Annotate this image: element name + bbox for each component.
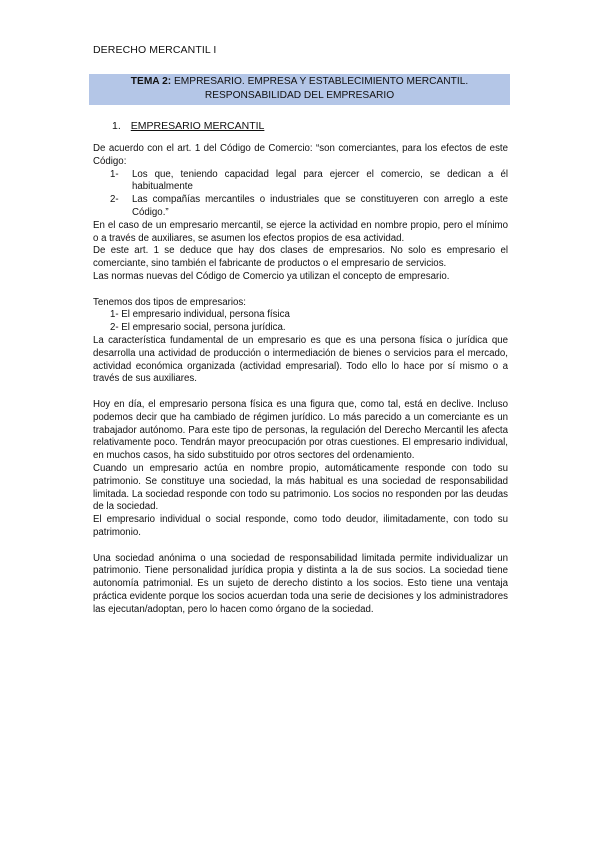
section-title: EMPRESARIO MERCANTIL — [130, 120, 265, 132]
paragraph: El empresario individual o social responde, como todo deudor, ilimitadamente, con todo su patrimonio. — [93, 514, 508, 538]
paragraph: Una sociedad anónima o una sociedad de responsabilidad limitada permite individualizar un patrimonio. Tiene personalidad jurídica propia y distinta a la de sus socios. La sociedad tiene autonomía patrimonial. Es un sujeto de derecho distinto a los socios. Esto tiene una ventaja práctica evidente porque los socios acuerdan toda una serie de decisiones y los administradores las ejecutan/adoptan, pero lo hacen como órgano de la sociedad. — [93, 552, 508, 615]
article-item-text: Las compañías mercantiles o industriales que se constituyeren con arreglo a este Código.” — [132, 194, 508, 218]
paragraph: De este art. 1 se deduce que hay dos clases de empresarios. No solo es empresario el comerciante, sino también el fabricante de productos o el empresario de servicios. — [93, 245, 508, 270]
paragraph: Las normas nuevas del Código de Comercio ya utilizan el concepto de empresario. — [93, 270, 450, 282]
page-header: DERECHO MERCANTIL I — [93, 44, 217, 56]
intro-paragraph: De acuerdo con el art. 1 del Código de Comercio: “son comerciantes, para los efectos de este Código: — [93, 143, 508, 167]
section-heading — [112, 120, 264, 132]
topic-title — [89, 74, 510, 105]
paragraph: Cuando un empresario actúa en nombre propio, automáticamente responde con todo su patrimonio. Se constituye una sociedad, la más habitual es una sociedad de responsabilidad limitada. La sociedad responde con todo su patrimonio. Los socios no responden por las deudas de la sociedad. — [93, 462, 508, 513]
paragraph: La característica fundamental de un empresario es que es una persona física o jurídica que desarrolla una actividad de producción o intermediación de bienes o servicios para el mercado, actividad económica organizada (actividad empresarial). Todo ello lo hace por sí mismo o a través de sus auxiliares. — [93, 334, 508, 385]
paragraph: En el caso de un empresario mercantil, se ejerce la actividad en nombre propio, pero el mínimo o a través de auxiliares, se asumen los efectos propios de esa actividad. — [93, 219, 508, 244]
document-body — [93, 143, 508, 616]
article-item-text: Los que, teniendo capacidad legal para ejercer el comercio, se dedican a él habitualmente — [132, 168, 508, 193]
paragraph: Hoy en día, el empresario persona física es una figura que, como tal, está en declive. Incluso podemos decir que ha cambiado de régimen jurídico. Lo más parecido a un comerciante es un trabajador autónomo. Para este tipo de personas, la regulación del Derecho Mercantil les afecta relativamente poco. Tendrán mayor preocupación por otras cuestiones. El empresario individual, en muchos casos, ha sido substituido por otros sectores del ordenamiento. — [93, 398, 508, 462]
section-number: 1. — [112, 120, 121, 132]
article-item-number: 2- — [110, 194, 119, 206]
article-item — [93, 169, 508, 195]
types-intro: Tenemos dos tipos de empresarios: — [93, 296, 246, 308]
article-item — [93, 194, 508, 220]
topic-text: EMPRESARIO. EMPRESA Y ESTABLECIMIENTO MERCANTIL. RESPONSABILIDAD DEL EMPRESARIO — [171, 76, 469, 101]
topic-label: TEMA 2: — [130, 76, 172, 87]
article-item-number: 1- — [110, 168, 119, 180]
type-item: 1- El empresario individual, persona física — [110, 309, 290, 321]
type-item: 2- El empresario social, persona jurídica. — [110, 322, 286, 334]
